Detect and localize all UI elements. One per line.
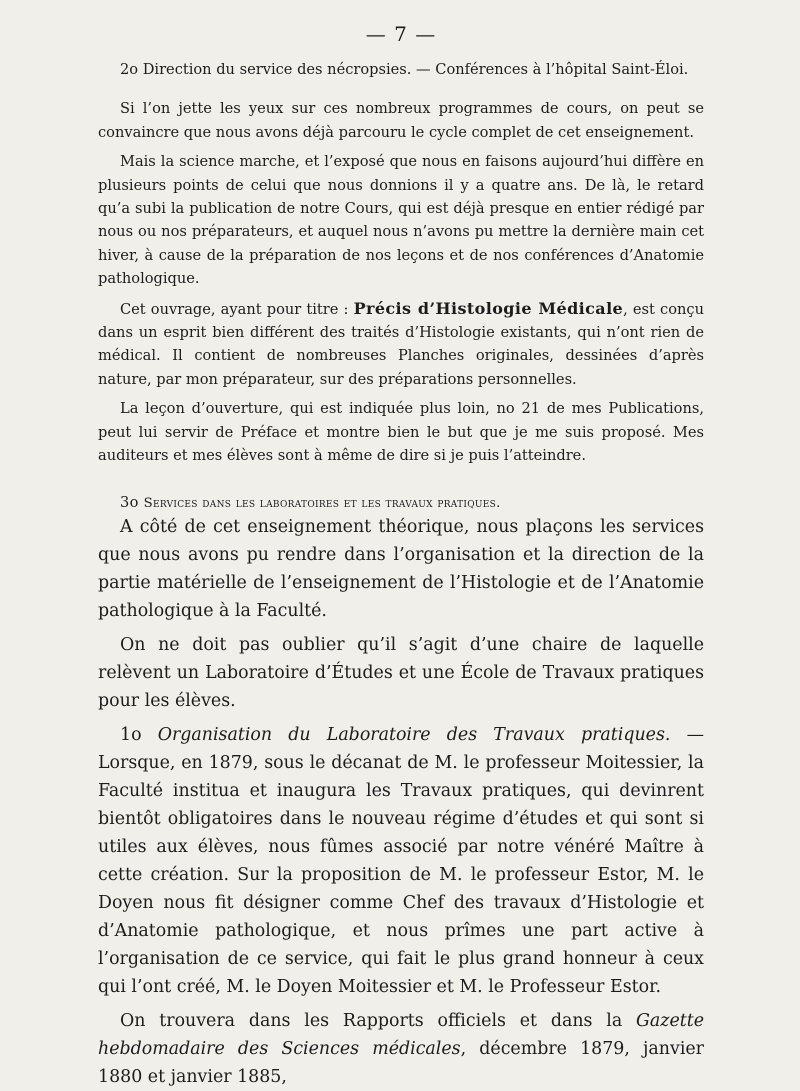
paragraph-science-marche: Mais la science marche, et l’exposé que nous en faisons aujourd’hui diffère en plusieurs points de celui que nous donnions il y a quatre ans. De là, le retard qu’a subi la publication de notre Cours, qui est déjà presque en entier rédigé par nous ou nos préparateurs, et auquel nous n’avons pu mettre la dernière main cet hiver, à cause de la préparation de nos leçons et de nos conférences d’Anatomie pathologique. xyxy=(98,153,704,288)
paragraph-ouvrage xyxy=(98,297,704,392)
subsection-number: 1o xyxy=(120,724,158,745)
paragraph-lecon-ouverture: La leçon d’ouverture, qui est indiquée plus loin, no 21 de mes Publications, peut lui servir de Préface et montre bien le but que je me suis proposé. Mes auditeurs et mes élèves sont à même de dire si je puis l’atteindre. xyxy=(98,400,704,465)
paragraph-chaire: On ne doit pas oublier qu’il s’agit d’une chaire de laquelle relèvent un Laboratoire d’Études et une École de Travaux pratiques pour les élèves. xyxy=(98,634,704,711)
paragraph-rapports-intro: On trouvera dans les Rapports officiels et dans la xyxy=(120,1010,637,1031)
paragraph-enseignement-theorique: A côté de cet enseignement théorique, nous plaçons les services que nous avons pu rendre dans l’organisation et la direction de la partie matérielle de l’enseignement de l’Histologie et de l’Anatomie pathologique à la Faculté. xyxy=(98,516,704,621)
section-number: 3o xyxy=(120,493,144,511)
paragraph-rapports-dates: , décembre 1879, janvier 1880 et janvier 1885, xyxy=(98,1038,704,1087)
journal-title: Gazette hebdomadaire des Sciences médicales xyxy=(98,1010,704,1059)
paragraph-ouvrage-body: , est conçu dans un esprit bien différent des traités d’Histologie existants, qui n’ont rien de médical. Il contient de nombreuses Planches originales, dessinées d’après nature, par mon préparateur, sur des préparations personnelles. xyxy=(98,300,704,388)
page-number: — 7 — xyxy=(365,22,437,46)
section-title: Services dans les laboratoires et les travaux pratiques. xyxy=(143,495,501,511)
subsection-title: Organisation du Laboratoire des Travaux pratiques. xyxy=(157,724,671,745)
section-heading-services xyxy=(98,494,704,511)
paragraph-ouvrage-intro: Cet ouvrage, ayant pour titre : xyxy=(120,300,354,318)
paragraph-direction-necropsies: 2o Direction du service des nécropsies. — Conférences à l’hôpital Saint-Éloi. xyxy=(120,61,689,78)
paragraph-programmes: Si l’on jette les yeux sur ces nombreux programmes de cours, on peut se convaincre que nous avons déjà parcouru le cycle complet de cet enseignement. xyxy=(98,100,704,141)
paragraph-rapports-officiels xyxy=(98,1007,704,1091)
book-title: Précis d’Histologie Médicale xyxy=(353,298,624,318)
subsection-body: — Lorsque, en 1879, sous le décanat de M. le professeur Moitessier, la Faculté institua et inaugura les Travaux pratiques, qui devinrent bientôt obligatoires dans le nouveau régime d’études et qui sont si utiles aux élèves, nous fûmes associé par notre vénéré Maître à cette création. Sur la proposition de M. le professeur Estor, M. le Doyen nous fit désigner comme Chef des travaux d’Histologie et d’Anatomie pathologique, et nous prîmes une part active à l’organisation de ce service, qui fait le plus grand honneur à ceux qui l’ont créé, M. le Doyen Moitessier et M. le Professeur Estor. xyxy=(98,724,704,997)
paragraph-organisation-laboratoire xyxy=(98,721,704,1001)
